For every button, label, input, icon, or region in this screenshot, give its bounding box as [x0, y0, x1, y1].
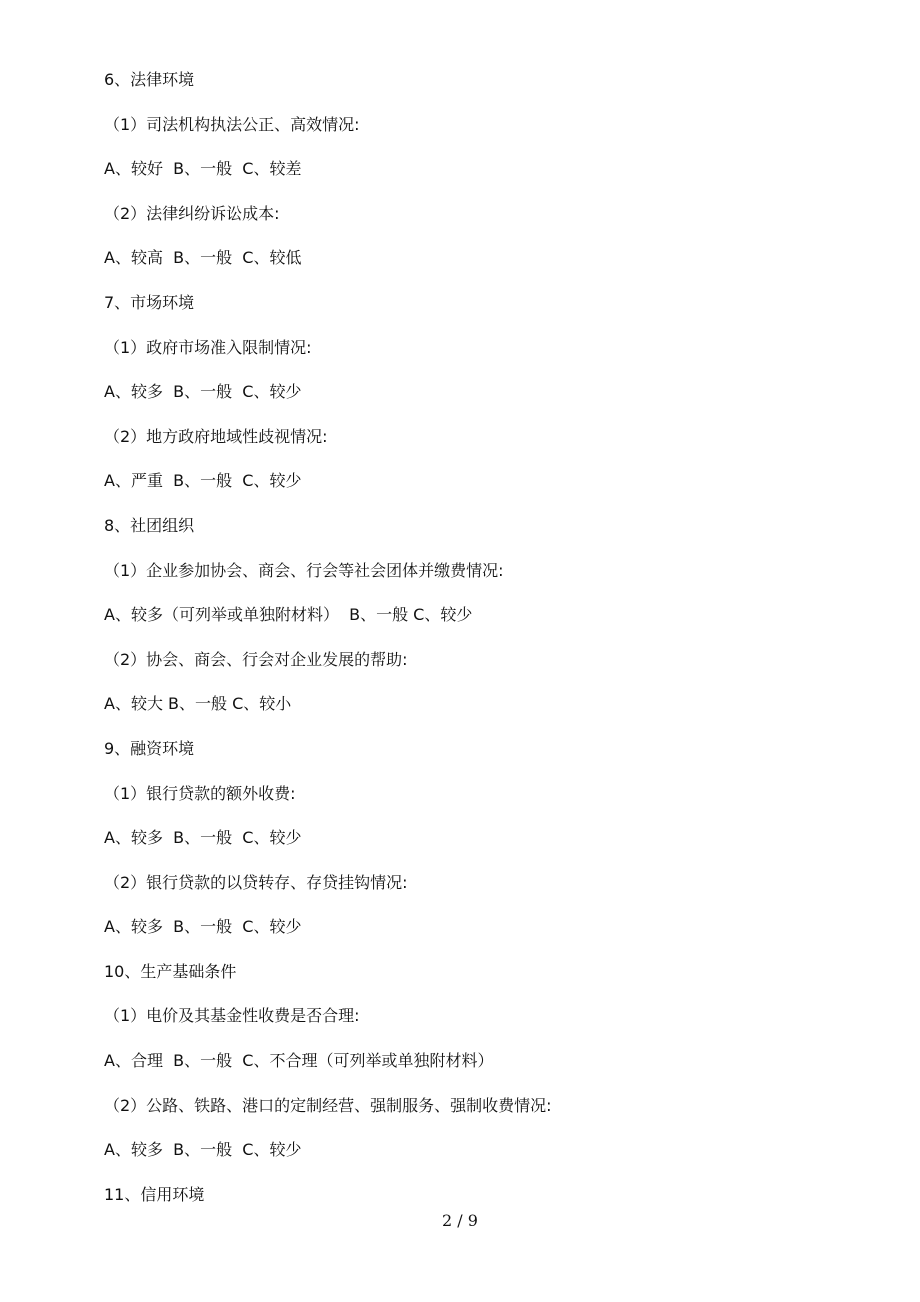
question-text: （2）地方政府地域性歧视情况:	[104, 426, 328, 446]
answer-options: A、较高 B、一般 C、较低	[104, 248, 302, 268]
answer-options: A、较多（可列举或单独附材料） B、一般 C、较少	[104, 605, 473, 625]
answer-options: A、较好 B、一般 C、较差	[104, 159, 302, 179]
question-text: （1）电价及其基金性收费是否合理:	[104, 1006, 360, 1026]
section-heading: 11、信用环境	[104, 1184, 205, 1204]
section-heading: 10、生产基础条件	[104, 961, 237, 981]
question-text: （1）企业参加协会、商会、行会等社会团体并缴费情况:	[104, 560, 504, 580]
question-text: （2）协会、商会、行会对企业发展的帮助:	[104, 649, 408, 669]
section-heading: 8、社团组织	[104, 515, 195, 535]
section-heading: 6、法律环境	[104, 70, 195, 89]
question-text: （2）公路、铁路、港口的定制经营、强制服务、强制收费情况:	[104, 1095, 552, 1115]
section-heading: 7、市场环境	[104, 292, 195, 312]
answer-options: A、严重 B、一般 C、较少	[104, 471, 302, 491]
answer-options: A、合理 B、一般 C、不合理（可列举或单独附材料）	[104, 1051, 494, 1071]
answer-options: A、较多 B、一般 C、较少	[104, 828, 302, 848]
answer-options: A、较大 B、一般 C、较小	[104, 694, 292, 714]
question-text: （2）法律纠纷诉讼成本:	[104, 203, 280, 223]
section-heading: 9、融资环境	[104, 738, 195, 758]
question-text: （1）银行贷款的额外收费:	[104, 783, 296, 803]
page-number: 2 / 9	[442, 1211, 478, 1230]
question-text: （1）司法机构执法公正、高效情况:	[104, 114, 360, 134]
question-text: （2）银行贷款的以贷转存、存贷挂钩情况:	[104, 872, 408, 892]
answer-options: A、较多 B、一般 C、较少	[104, 1140, 302, 1160]
question-text: （1）政府市场准入限制情况:	[104, 337, 312, 357]
document-body	[104, 66, 824, 1225]
answer-options: A、较多 B、一般 C、较少	[104, 917, 302, 937]
answer-options: A、较多 B、一般 C、较少	[104, 382, 302, 402]
